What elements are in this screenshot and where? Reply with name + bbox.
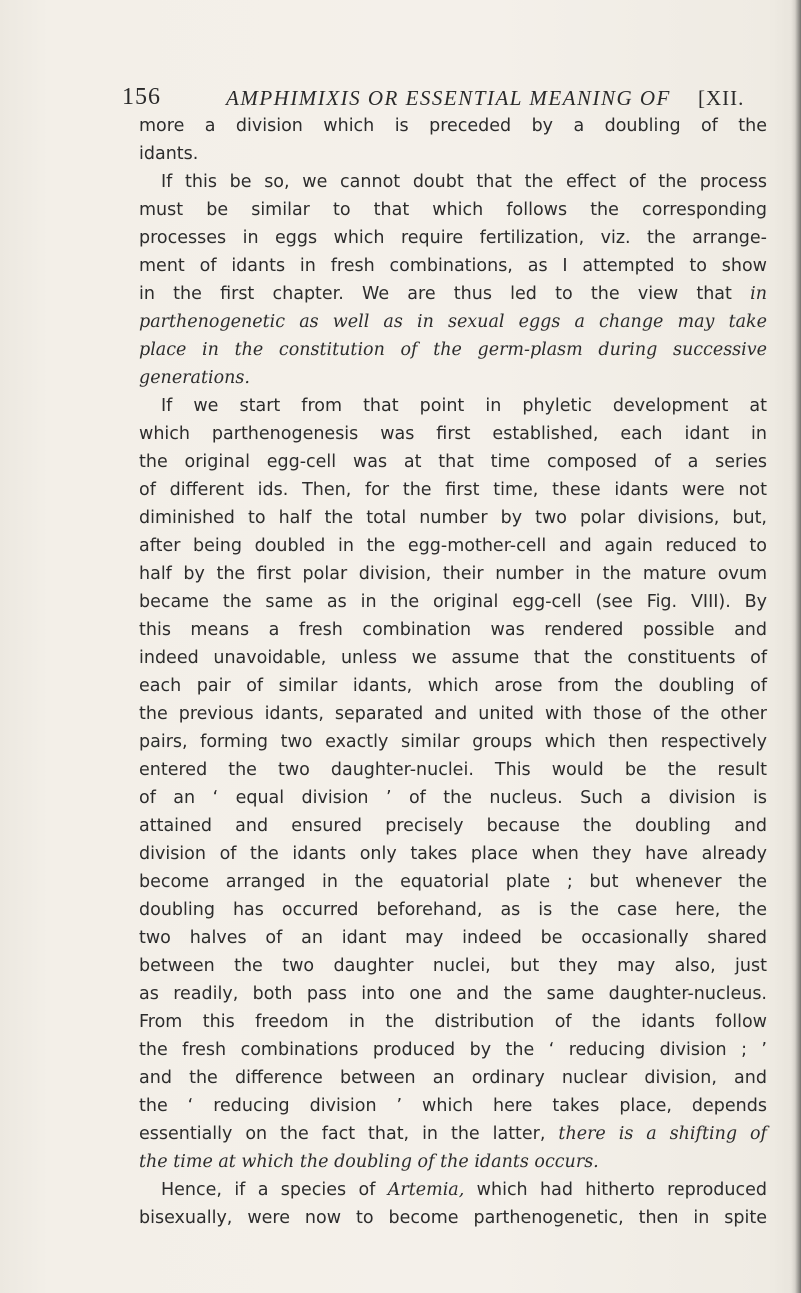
text-line — [139, 1092, 767, 1120]
text-line — [139, 140, 767, 168]
text-line — [139, 532, 767, 560]
text-line — [139, 616, 767, 644]
text-line — [139, 672, 767, 700]
line-text: become arranged in the equatorial plate ; but whenever the — [139, 872, 767, 892]
line-text: the ‘ reducing division ’ which here takes place, depends — [139, 1096, 767, 1116]
line-text: half by the first polar division, their number in the mature ovum — [139, 564, 767, 584]
italic-text: parthenogenetic as well as in sexual eggs a change may take — [139, 312, 767, 332]
line-text: the original egg-cell was at that time composed of a series — [139, 452, 767, 472]
text-line — [139, 196, 767, 224]
text-line — [139, 588, 767, 616]
running-title: AMPHIMIXIS OR ESSENTIAL MEANING OF — [226, 86, 671, 110]
text-line — [139, 896, 767, 924]
text-line — [139, 1176, 767, 1204]
line-text: this means a fresh combination was rendered possible and — [139, 620, 767, 640]
line-text: If this be so, we cannot doubt that the effect of the process — [161, 172, 767, 192]
line-text: two halves of an idant may indeed be occasionally shared — [139, 928, 767, 948]
text-line — [139, 504, 767, 532]
text-line — [139, 756, 767, 784]
italic-text: the time at which the doubling of the idants occurs. — [139, 1152, 599, 1172]
line-text: of an ‘ equal division ’ of the nucleus. Such a division is — [139, 788, 767, 808]
text-line — [139, 868, 767, 896]
line-text: and the difference between an ordinary nuclear division, and — [139, 1068, 767, 1088]
line-text: division of the idants only takes place when they have already — [139, 844, 767, 864]
text-line — [139, 1008, 767, 1036]
line-text: indeed unavoidable, unless we assume that the constituents of — [139, 648, 767, 668]
chapter-reference: [XII. — [698, 86, 745, 110]
text-line — [139, 1120, 767, 1148]
text-line — [139, 644, 767, 672]
line-text: doubling has occurred beforehand, as is the case here, the — [139, 900, 767, 920]
line-text: attained and ensured precisely because the doubling and — [139, 816, 767, 836]
line-text: after being doubled in the egg-mother-cell and again reduced to — [139, 536, 767, 556]
text-line — [139, 728, 767, 756]
text-line — [139, 840, 767, 868]
line-text: From this freedom in the distribution of the idants follow — [139, 1012, 767, 1032]
line-text: diminished to half the total number by two polar divisions, but, — [139, 508, 767, 528]
text-line — [139, 1148, 767, 1176]
text-line — [139, 448, 767, 476]
line-text: Hence, if a species of — [161, 1180, 376, 1200]
line-text: the fresh combinations produced by the ‘ reducing division ; ’ — [139, 1040, 767, 1060]
line-text: entered the two daughter-nuclei. This would be the result — [139, 760, 767, 780]
text-line — [139, 952, 767, 980]
text-line — [139, 1204, 767, 1232]
text-line — [139, 224, 767, 252]
line-text: more a division which is preceded by a doubling of the — [139, 116, 767, 136]
text-line — [139, 980, 767, 1008]
line-text: became the same as in the original egg-cell (see Fig. VIII). By — [139, 592, 767, 612]
text-line — [139, 560, 767, 588]
page-number: 156 — [122, 84, 161, 110]
text-line — [139, 252, 767, 280]
italic-text: there is a shifting of — [558, 1124, 767, 1144]
italic-text: in — [750, 284, 767, 304]
text-line — [139, 308, 767, 336]
text-line — [139, 392, 767, 420]
line-text: each pair of similar idants, which arose from the doubling of — [139, 676, 767, 696]
italic-text: place in the constitution of the germ-plasm during successive — [139, 340, 767, 360]
line-text: If we start from that point in phyletic development at — [161, 396, 767, 416]
text-line — [139, 1036, 767, 1064]
line-text: essentially on the fact that, in the latter, — [139, 1124, 546, 1144]
line-text: ment of idants in fresh combinations, as I attempted to show — [139, 256, 767, 276]
page-edge-shadow — [791, 0, 801, 1293]
line-text: bisexually, were now to become parthenogenetic, then in spite — [139, 1208, 767, 1228]
line-text: between the two daughter nuclei, but they may also, just — [139, 956, 767, 976]
text-line — [139, 280, 767, 308]
line-text: which parthenogenesis was first established, each idant in — [139, 424, 767, 444]
text-line — [139, 112, 767, 140]
line-text: in the first chapter. We are thus led to the view that — [139, 284, 732, 304]
text-line — [139, 336, 767, 364]
text-line — [139, 364, 767, 392]
body-text — [139, 112, 767, 1232]
italic-text: generations. — [139, 368, 250, 388]
text-line — [139, 812, 767, 840]
line-text: of different ids. Then, for the first time, these idants were not — [139, 480, 767, 500]
line-text: must be similar to that which follows the corresponding — [139, 200, 767, 220]
line-text: processes in eggs which require fertilization, viz. the arrange- — [139, 228, 767, 248]
text-line — [139, 420, 767, 448]
text-line — [139, 476, 767, 504]
line-text: as readily, both pass into one and the same daughter-nucleus. — [139, 984, 767, 1004]
text-line — [139, 1064, 767, 1092]
text-line — [139, 168, 767, 196]
text-line — [139, 784, 767, 812]
line-text: idants. — [139, 144, 199, 164]
line-text: pairs, forming two exactly similar groups which then respectively — [139, 732, 767, 752]
line-text: the previous idants, separated and united with those of the other — [139, 704, 767, 724]
italic-text: Artemia, — [387, 1180, 465, 1200]
text-line — [139, 924, 767, 952]
line-text: which had hitherto reproduced — [476, 1180, 767, 1200]
text-line — [139, 700, 767, 728]
